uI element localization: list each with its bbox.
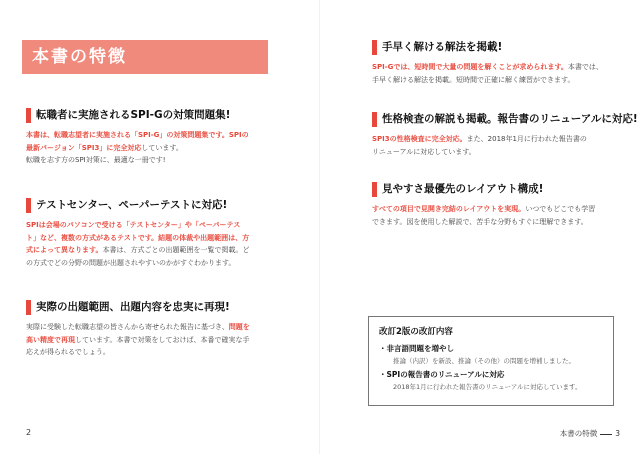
feature-section-1 xyxy=(26,108,288,167)
body-text-run: の方式でどの分野の問題が出題されやすいのかがすぐわかります。 xyxy=(26,258,236,267)
feature-body xyxy=(372,203,630,228)
feature-body xyxy=(26,219,288,269)
highlighted-text: 式によって異なります。 xyxy=(26,246,103,254)
highlighted-text: SPI-Gでは、短時間で大量の問題を解くことが求められます。 xyxy=(372,63,568,71)
revision-item-desc: 推論（内訳）を新設、推論（その他）の問題を増補しました。 xyxy=(393,357,575,365)
feature-heading: 転職者に実施されるSPI-Gの対策問題集! xyxy=(26,108,288,123)
feature-section-2 xyxy=(26,198,288,269)
body-text-run: リニューアルに対応しています。 xyxy=(372,147,476,156)
feature-heading: 実際の出題範囲、出題内容を忠実に再現! xyxy=(26,300,288,315)
body-text-run: 本書では、 xyxy=(567,63,603,71)
right-page-number: 3 xyxy=(615,429,620,438)
feature-heading: 手早く解ける解法を掲載! xyxy=(372,40,630,55)
body-text-run: 転職を志す方のSPI対策に、最適な一冊です! xyxy=(26,156,166,164)
highlighted-text: すべての項目で見開き完結のレイアウトを実現。 xyxy=(372,205,526,213)
revision-item-title: ・ SPIの報告書のリニューアルに対応 xyxy=(379,369,603,380)
highlighted-text: SPIは会場のパソコンで受ける「テストセンター」や「ペーパーテス xyxy=(26,221,241,229)
revision-item-desc: 2018年1月に行われた報告書のリニューアルに対応しています。 xyxy=(393,383,582,391)
body-text-run: 手早く解ける解法を掲載。短時間で正確に解く練習ができます。 xyxy=(372,75,575,84)
feature-section-6 xyxy=(372,182,630,228)
feature-body xyxy=(372,61,630,86)
feature-section-4 xyxy=(372,40,630,86)
footer-rule xyxy=(600,434,612,435)
body-text-run: しています。本書で対策をしておけば、本番で確実な手 xyxy=(75,335,250,344)
left-page-number: 2 xyxy=(26,428,32,437)
highlighted-text: SPI3の性格検査に完全対応。 xyxy=(372,135,467,143)
highlighted-text: 高い精度で再現 xyxy=(26,335,75,344)
revision-item-title: ・ 非言語問題を増やし xyxy=(379,343,603,354)
running-footer-label: 本書の特徴 xyxy=(559,429,598,438)
feature-heading: テストセンター、ペーパーテストに対応! xyxy=(26,198,288,213)
feature-section-3 xyxy=(26,300,288,359)
revision-box-title: 改訂2版の改訂内容 xyxy=(379,327,453,337)
highlighted-text: 最新バージョン「SPI3」に完全対応 xyxy=(26,143,142,152)
feature-body xyxy=(26,129,288,167)
body-text-run: いつでもどこでも学習 xyxy=(525,205,596,213)
body-text-run: 応えが得られるでしょう。 xyxy=(26,348,110,356)
page-title: 本書の特徴 xyxy=(22,40,268,74)
running-footer xyxy=(560,428,620,439)
body-text-run: できます。図を使用した解説で、苦手な分野もすぐに理解できます。 xyxy=(372,217,588,226)
feature-body xyxy=(372,133,630,158)
body-text-run: また、2018年1月に行われた報告書の xyxy=(466,135,587,143)
highlighted-text: 問題を xyxy=(228,323,250,331)
feature-heading: 性格検査の解説も掲載。報告書のリニューアルに対応! xyxy=(372,112,630,127)
body-text-run: 本書は、方式ごとの出題範囲を一覧で掲載。ど xyxy=(102,246,250,254)
highlighted-text: ト」など、複数の方式があるテストです。結題の体裁や出題範囲は、方 xyxy=(26,233,250,242)
body-text-run: しています。 xyxy=(141,143,183,152)
body-text-run: 実際に受験した転職志望の皆さんから寄せられた報告に基づき、 xyxy=(26,323,229,331)
revision-box xyxy=(368,316,614,406)
feature-heading: 見やすさ最優先のレイアウト構成! xyxy=(372,182,630,197)
feature-section-5 xyxy=(372,112,638,158)
feature-body xyxy=(26,321,288,359)
highlighted-text: 本書は、転職志望者に実施される「SPI-G」の対策問題集です。SPIの xyxy=(26,131,249,139)
